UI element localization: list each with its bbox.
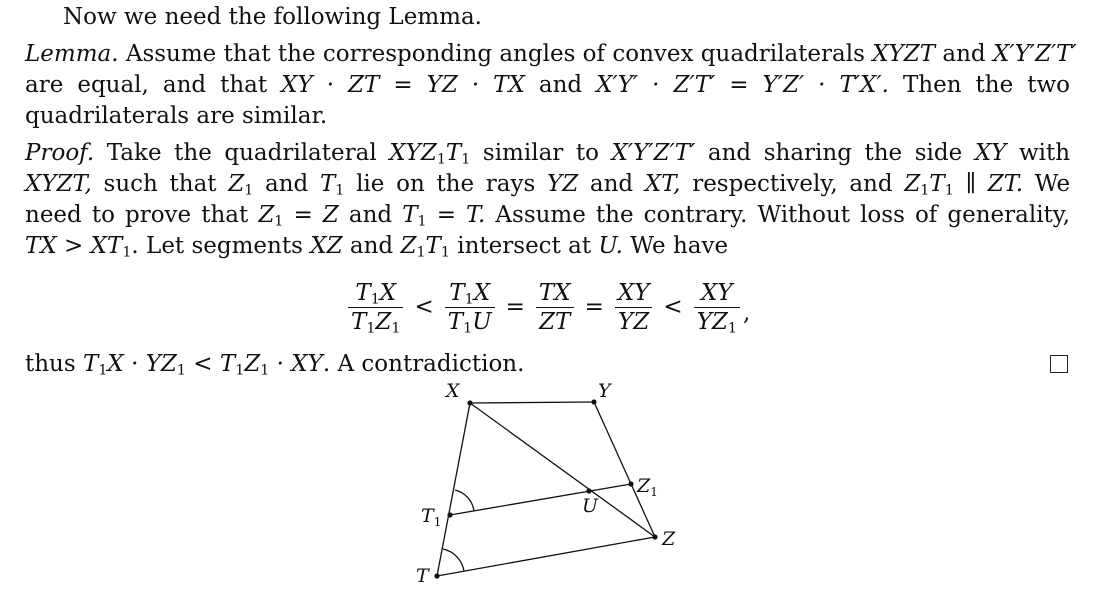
- lemma-text-1: Assume that the corresponding angles of convex quadrilaterals: [125, 41, 865, 67]
- point-u: [586, 488, 591, 493]
- proof-text-2a: such that: [103, 171, 217, 197]
- lemma-eq-2: X′Y′ · Z′T′ = Y′Z′ · T′X′.: [596, 72, 889, 98]
- equals-1: =: [505, 294, 525, 320]
- segment-tz: [437, 537, 655, 576]
- label-z: Z: [662, 528, 676, 550]
- segment-xy: [470, 402, 594, 403]
- segment-yz: [594, 402, 655, 537]
- contradiction-text: A contradiction.: [337, 351, 525, 377]
- label-t1: $T_1$: [421, 505, 442, 529]
- fraction-3: $\frac{TX}{ZT}$: [536, 279, 574, 336]
- quad-xyz1t1: $XYZ_1T_1$: [389, 140, 471, 168]
- parallel-statement: $Z_1T_1$ ∥ ZT.: [904, 171, 1024, 199]
- proof-text-1a: Take the quadrilateral: [106, 140, 377, 166]
- label-x: X: [446, 380, 460, 402]
- ineq-tx: TX > $XT_1$.: [25, 233, 139, 261]
- side-xy: XY: [974, 140, 1007, 166]
- fraction-4: $\frac{XY}{YZ}$: [615, 279, 653, 336]
- label-z1: $Z_1$: [637, 475, 658, 499]
- quad-xyzt-2: XYZT,: [25, 171, 92, 197]
- proof-text-2b: and: [265, 171, 309, 197]
- lemma-eq-1: XY · ZT = YZ · TX: [281, 72, 525, 98]
- proof-text-1b: similar to: [482, 140, 599, 166]
- proof-text-4b: and: [349, 233, 394, 259]
- label-u: U: [582, 495, 599, 517]
- segment-xt: [437, 403, 470, 576]
- quad-prime: X′Y′Z′T′: [992, 41, 1077, 67]
- proof-text-3b: and: [348, 202, 393, 228]
- proof-text-4c: intersect at: [457, 233, 592, 259]
- quad-prime-2: X′Y′Z′T′: [611, 140, 696, 166]
- proof-text-2d: and: [589, 171, 634, 197]
- comma: ,: [742, 300, 751, 326]
- less-than-2: <: [663, 294, 683, 320]
- point-x: [467, 400, 472, 405]
- ray-xt: XT,: [644, 171, 681, 197]
- proof-text-3a: need to prove that: [25, 202, 249, 228]
- point-t1: [447, 512, 452, 517]
- point-z: [652, 534, 657, 539]
- proof-text-2c: lie on the rays: [356, 171, 536, 197]
- fraction-5: $\frac{XY}{YZ_1}$: [694, 279, 740, 336]
- thus-word: thus: [25, 351, 76, 377]
- proof-text-4a: Let segments: [146, 233, 303, 259]
- intro-text: Now we need the following Lemma.: [63, 4, 482, 30]
- lemma-text-3: quadrilaterals are similar.: [25, 103, 328, 129]
- final-inequality: $T_1X \cdot YZ_1 < T_1Z_1$ · XY.: [82, 351, 331, 379]
- proof-text-3c: Assume the contrary. Without loss of generality,: [495, 202, 1071, 228]
- proof-text-4d: We have: [630, 233, 729, 259]
- lemma-text-2b: Then the two: [902, 72, 1071, 98]
- less-than-1: <: [414, 294, 434, 320]
- point-y: [591, 399, 596, 404]
- proof-text-1c: and sharing the side: [707, 140, 963, 166]
- lemma-text-2a: are equal, and that: [25, 72, 268, 98]
- proof-label: Proof.: [25, 140, 95, 166]
- fraction-2: $\frac{T_1X}{T_1U}$: [445, 279, 495, 336]
- pt-z1: $Z_1$: [228, 171, 254, 199]
- proof-text-2f: We: [1034, 171, 1071, 197]
- pt-t1: $T_1$: [319, 171, 345, 199]
- lemma-and: and: [942, 41, 986, 67]
- angle-arc-t: [443, 549, 464, 571]
- eq-z1-z: $Z_1 = Z$: [258, 202, 339, 230]
- label-y: Y: [598, 380, 611, 402]
- quad-xyzt: XYZT: [872, 41, 936, 67]
- equals-2: =: [584, 294, 604, 320]
- point-t: [434, 573, 439, 578]
- label-t: T: [416, 565, 429, 587]
- seg-xz: XZ: [310, 233, 343, 259]
- proof-text-2e: respectively, and: [692, 171, 893, 197]
- seg-z1t1: $Z_1T_1$: [400, 233, 450, 261]
- eq-t1-t: $T_1 = T$.: [402, 202, 486, 230]
- fraction-1: $\frac{T_1X}{T_1Z_1}$: [348, 279, 403, 336]
- proof-text-1d: with: [1018, 140, 1071, 166]
- lemma-and-2: and: [538, 72, 583, 98]
- ray-yz: YZ: [547, 171, 579, 197]
- angle-arc-t1: [455, 490, 474, 511]
- point-z1: [628, 481, 633, 486]
- segment-xz: [470, 403, 655, 537]
- lemma-label: Lemma.: [25, 41, 119, 67]
- pt-u: U.: [598, 233, 623, 259]
